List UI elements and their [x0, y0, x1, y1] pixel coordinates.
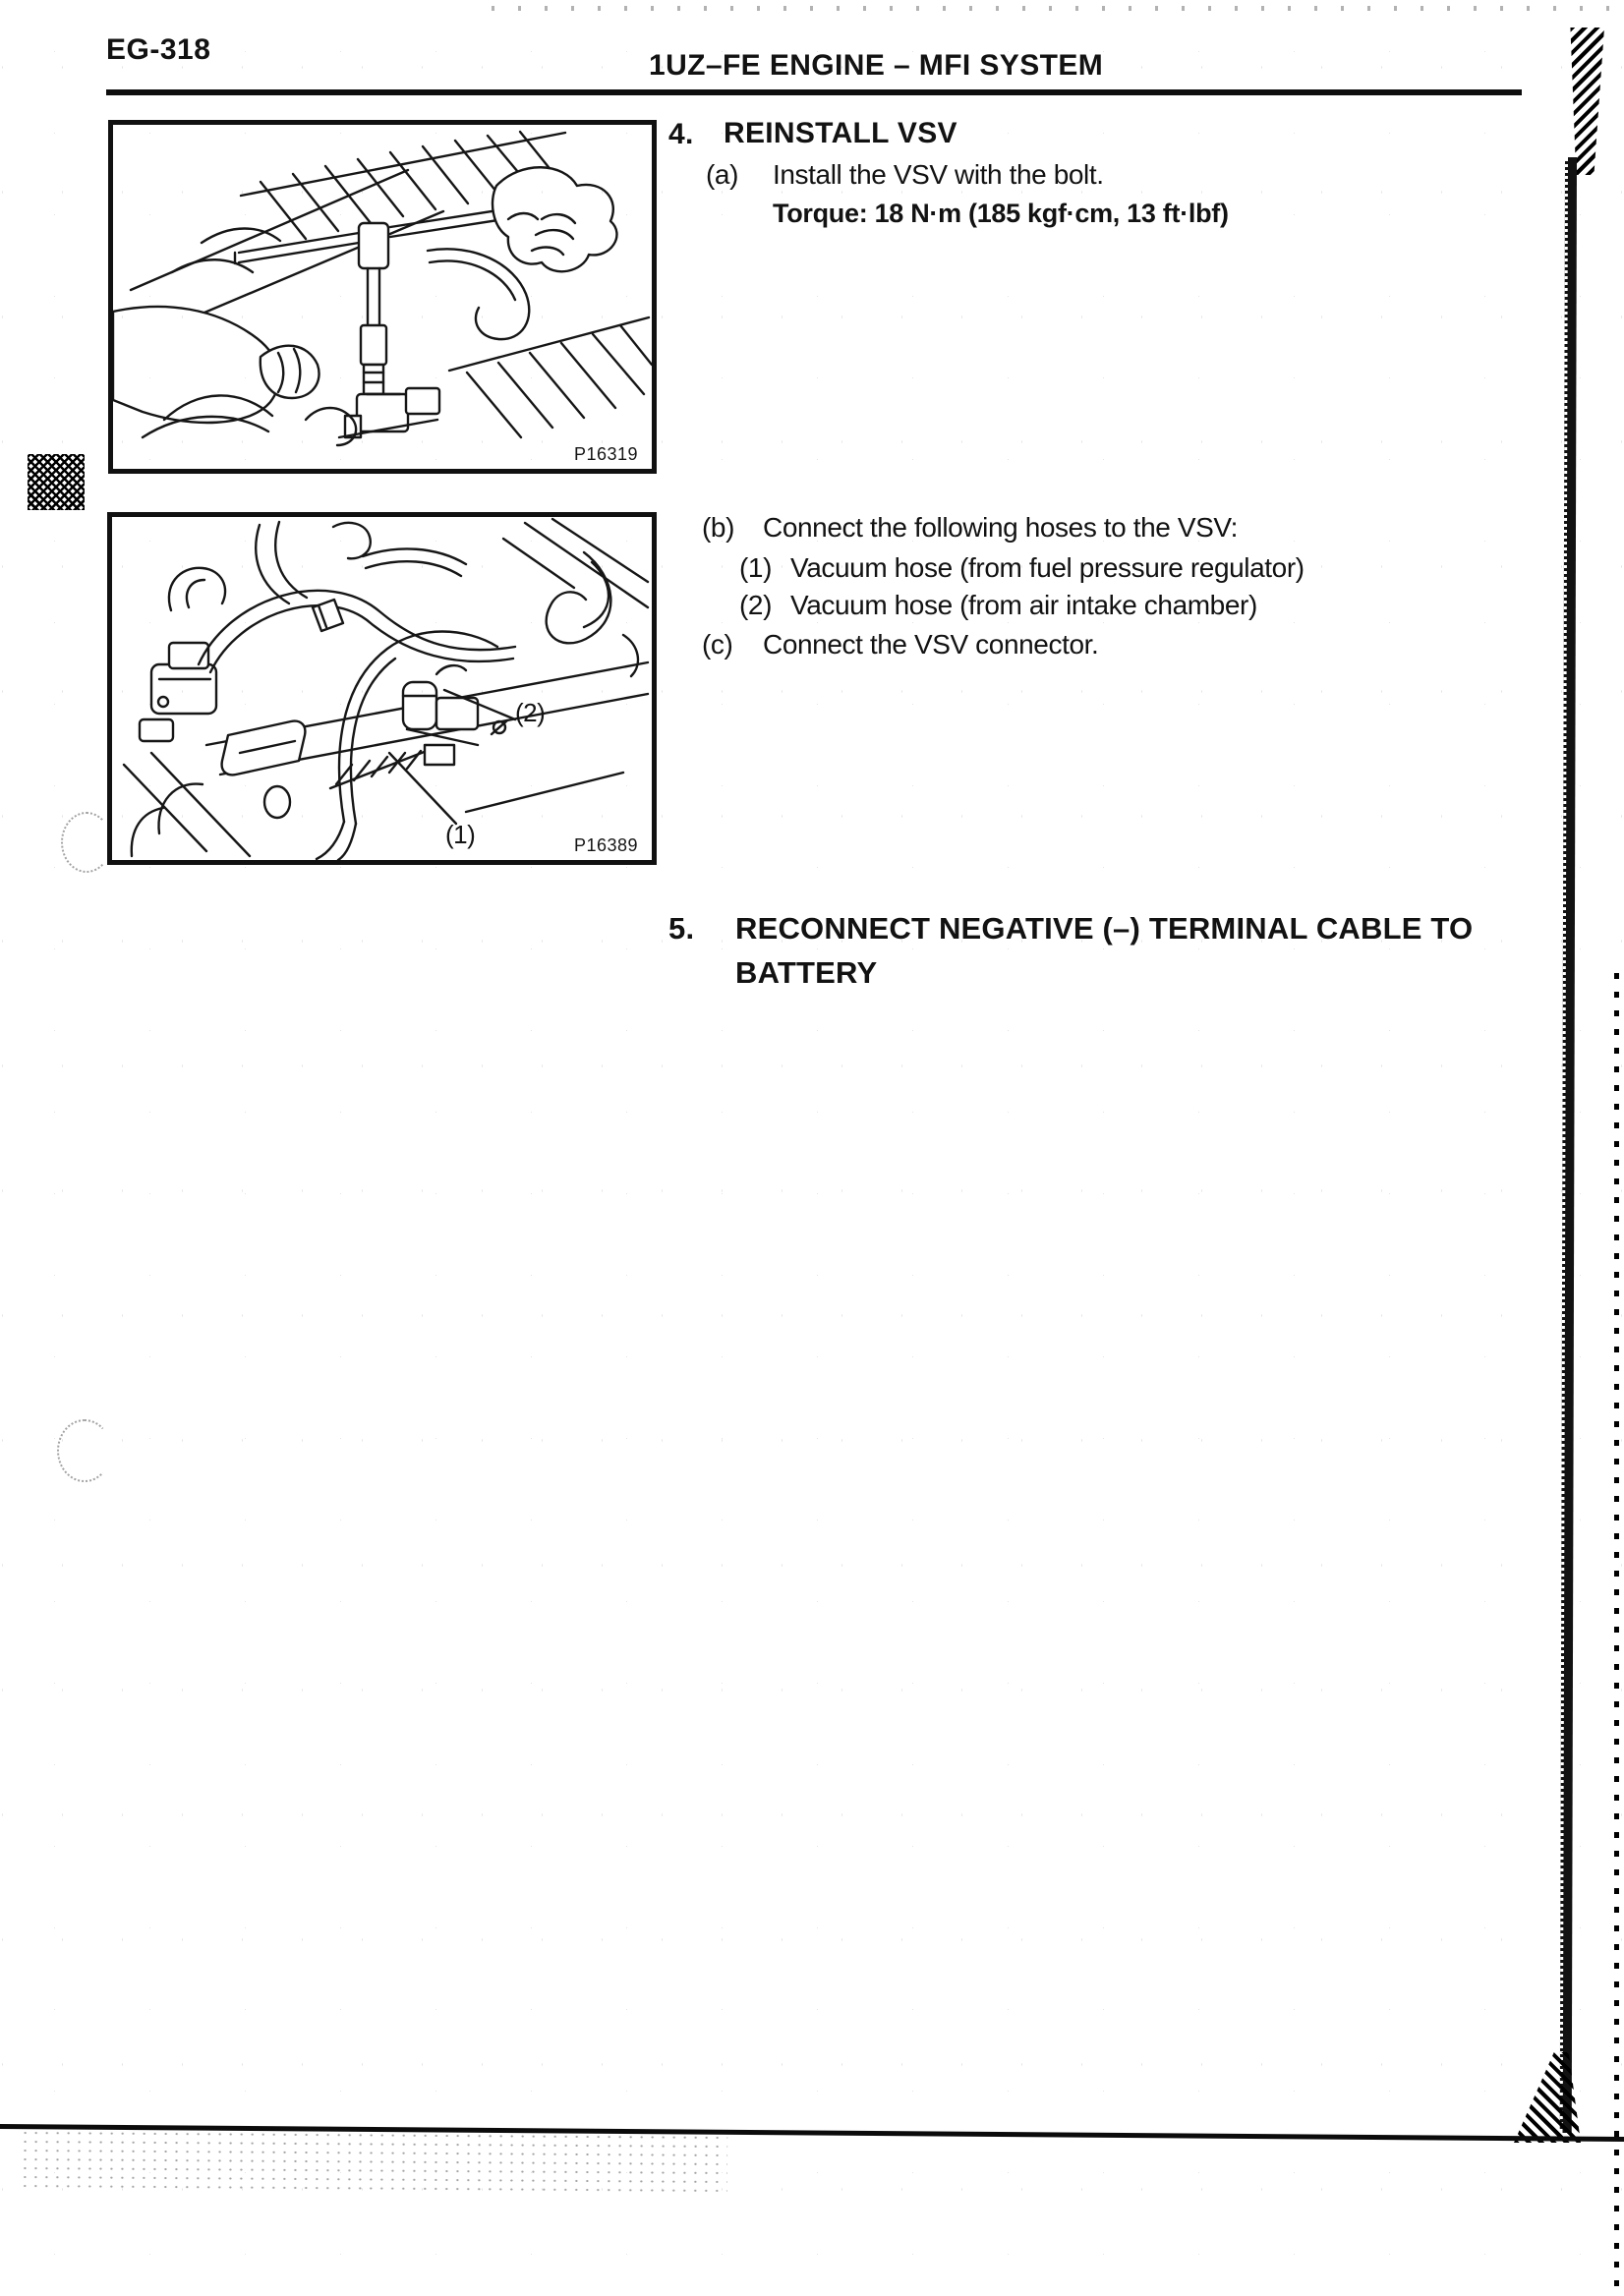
figure-code: P16319: [573, 444, 638, 464]
page-number: EG-318: [106, 33, 211, 66]
scan-smudge-mark: [57, 1419, 112, 1482]
page-title: 1UZ–FE ENGINE – MFI SYSTEM: [649, 49, 1104, 82]
item-c-text: Connect the VSV connector.: [763, 629, 1099, 660]
vsv-assembly: [403, 665, 478, 765]
item-b1-label: (1): [739, 552, 773, 583]
engine-hose-connection-drawing: [112, 517, 652, 860]
item-b1-text: Vacuum hose (from fuel pressure regulator): [790, 552, 1305, 583]
figure-vsv-hose-connections: [107, 512, 657, 865]
figure-vsv-install: [108, 120, 657, 474]
item-a-text: Install the VSV with the bolt.: [773, 159, 1104, 190]
item-b2-text: Vacuum hose (from air intake chamber): [790, 590, 1257, 620]
item-b-text: Connect the following hoses to the VSV:: [763, 512, 1238, 543]
torque-spec: Torque: 18 N·m (185 kgf·cm, 13 ft·lbf): [773, 199, 1229, 228]
item-a-label: (a): [706, 159, 739, 190]
right-hand: [493, 167, 616, 271]
top-left-parts: [169, 522, 466, 610]
step-5-title-line-1: RECONNECT NEGATIVE (–) TERMINAL CABLE TO: [735, 911, 1474, 946]
step-5-title-line-2: BATTERY: [735, 955, 878, 990]
vsv-valve: [339, 388, 439, 437]
item-b-label: (b): [702, 512, 735, 543]
binding-edge-line: [1560, 157, 1577, 2133]
engine-vsv-install-drawing: [113, 125, 652, 469]
step-5-number: 5.: [668, 911, 695, 946]
bottom-edge-speckle: [20, 2128, 727, 2194]
item-c-label: (c): [702, 629, 733, 660]
hose-clamp: [313, 600, 343, 631]
binding-shadow-top: [1557, 28, 1604, 175]
header-divider: [106, 89, 1522, 95]
section-index-tab: [28, 454, 85, 510]
page-edge-dashes: [1614, 973, 1619, 2296]
scan-smudge-mark: [61, 812, 112, 873]
top-right-diagonals: [503, 519, 648, 676]
callout-label-2: (2): [515, 698, 546, 727]
step-5-title: [735, 906, 1473, 995]
step-4-number: 4.: [668, 118, 694, 150]
left-arm: [113, 307, 319, 423]
callout-label-1: (1): [445, 820, 476, 849]
step-4-title: REINSTALL VSV: [724, 117, 957, 149]
top-edge-speckle: [492, 6, 1612, 11]
intake-chamber-pad: [222, 721, 306, 775]
figure-code: P16389: [573, 835, 638, 855]
item-b2-label: (2): [739, 590, 773, 620]
left-device: [140, 643, 216, 741]
hatched-surface-bottom-right: [449, 317, 652, 437]
